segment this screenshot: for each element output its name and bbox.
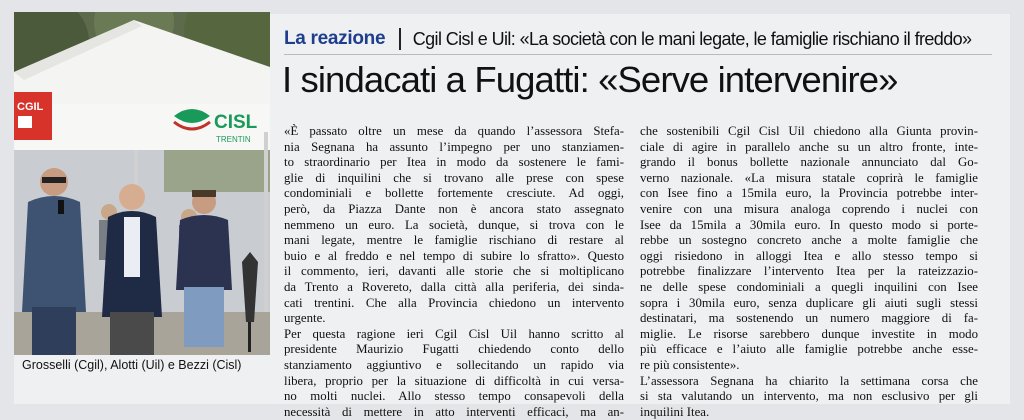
text-line: stanziamento aggiuntivo e sollecitando un rapido via <box>284 357 624 372</box>
text-line: che sostenibili Cgil Cisl Uil chiedono alla Giunta provin- <box>640 124 978 138</box>
text-line: venire con una misura analoga coprendo i nuclei con <box>640 201 978 216</box>
text-line: nia Segnana ha assunto l’impegno per uno stanziamen- <box>284 139 624 154</box>
text-line: L’assessora Segnana ha chiarito la settimana corsa che <box>640 373 978 388</box>
text-line: grando il bonus bollette nazionale annunciato dal Go- <box>640 155 978 170</box>
kicker-divider <box>399 28 401 50</box>
text-line: ciale di agire in parallelo anche su un altro fronte, inte- <box>640 139 978 154</box>
text-line: nemmeno un euro. La società, dunque, si trova con le <box>284 217 624 232</box>
text-line: mani legate, mentre le famiglie rischiano di restare al <box>284 233 624 248</box>
text-line: si sta valutando un intervento, ma non esclusivo per gli <box>640 389 978 404</box>
text-line: rebbe un sostegno concreto anche a molte famiglie che <box>640 233 978 248</box>
text-line: ne delle spese condominiali a quegli inquilini con Isee <box>640 279 978 294</box>
text-line: glie di inquilini che si trovano alle prese con spese <box>284 170 624 185</box>
photo-caption: Grosselli (Cgil), Alotti (Uil) e Bezzi (Cisl) <box>22 358 242 372</box>
text-line: necessità di mettere in atto interventi efficaci, ma an- <box>284 404 624 419</box>
text-line: potrebbe finalizzare l’intervento Itea per la rateizzazio- <box>640 264 978 279</box>
text-line: da Trento a Rovereto, dalla città alla periferia, dei sinda- <box>284 279 624 294</box>
headline: I sindacati a Fugatti: «Serve intervenire» <box>282 59 898 100</box>
text-line: miglie. Le risorse sarebbero dunque investite in modo <box>640 326 978 341</box>
text-line: no molti nuclei. Allo stesso tempo consapevoli della <box>284 389 624 404</box>
text-line: sopra i 30mila euro, senza duplicare gli aiuti sugli stessi <box>640 295 978 310</box>
text-line: però, da Piazza Dante non è ancora stato assegnato <box>284 201 624 216</box>
text-line: oggi risiedono in alloggi Itea e allo stesso tempo si <box>640 248 978 263</box>
tent-brand-cgil: CGIL <box>17 101 44 113</box>
kicker-subtitle: Cgil Cisl e Uil: «La società con le mani legate, le famiglie rischiano il freddo» <box>412 28 972 49</box>
text-line: urgente. <box>284 311 326 326</box>
text-line: inquilini Itea. <box>640 404 710 419</box>
text-line: condominiali e bollette fortemente cresciute. Ad oggi, <box>284 186 624 201</box>
text-line: destinatari, ma sostenendo un numero maggiore di fa- <box>640 311 978 326</box>
text-line: Isee da 15mila a 30mila euro. In questo modo si porte- <box>640 217 978 232</box>
text-line: buio e al freddo e nel tempo di subire lo sfratto». Questo <box>284 248 624 263</box>
text-line: verno nazionale. «La misura statale coprirà le famiglie <box>640 170 978 185</box>
text-line: presidente Maurizio Fugatti chiedendo conto dello <box>284 342 624 357</box>
article-column-1 <box>284 124 624 420</box>
article-column-2 <box>640 124 978 420</box>
text-line: re più consistente». <box>640 357 740 372</box>
article-photo <box>14 12 270 355</box>
text-line: «È passato oltre un mese da quando l’assessora Stefa- <box>284 124 624 138</box>
kicker <box>284 24 992 54</box>
tent-brand-cisl: CISL <box>214 112 258 133</box>
section-label: La reazione <box>284 28 386 49</box>
text-line: più efficace e l’aiuto alle famiglie potrebbe anche esse- <box>640 342 978 357</box>
text-line: il commento, ieri, davanti alle storie che si moltiplicano <box>284 264 624 279</box>
tent-brand-cisl-sub: TRENTIN <box>216 135 251 144</box>
text-line: libera, proprio per la situazione di difficoltà in cui versa- <box>284 373 624 388</box>
text-line: cati trentini. Che alla Provincia chiedono un intervento <box>284 295 624 310</box>
kicker-rule <box>284 54 992 55</box>
text-line: con Isee fino a 15mila euro, la Provincia potrebbe inter- <box>640 186 978 201</box>
text-line: Per questa ragione ieri Cgil Cisl Uil hanno scritto al <box>284 326 624 341</box>
text-line: to straordinario per Itea in modo da sostenere le fami- <box>284 155 624 170</box>
